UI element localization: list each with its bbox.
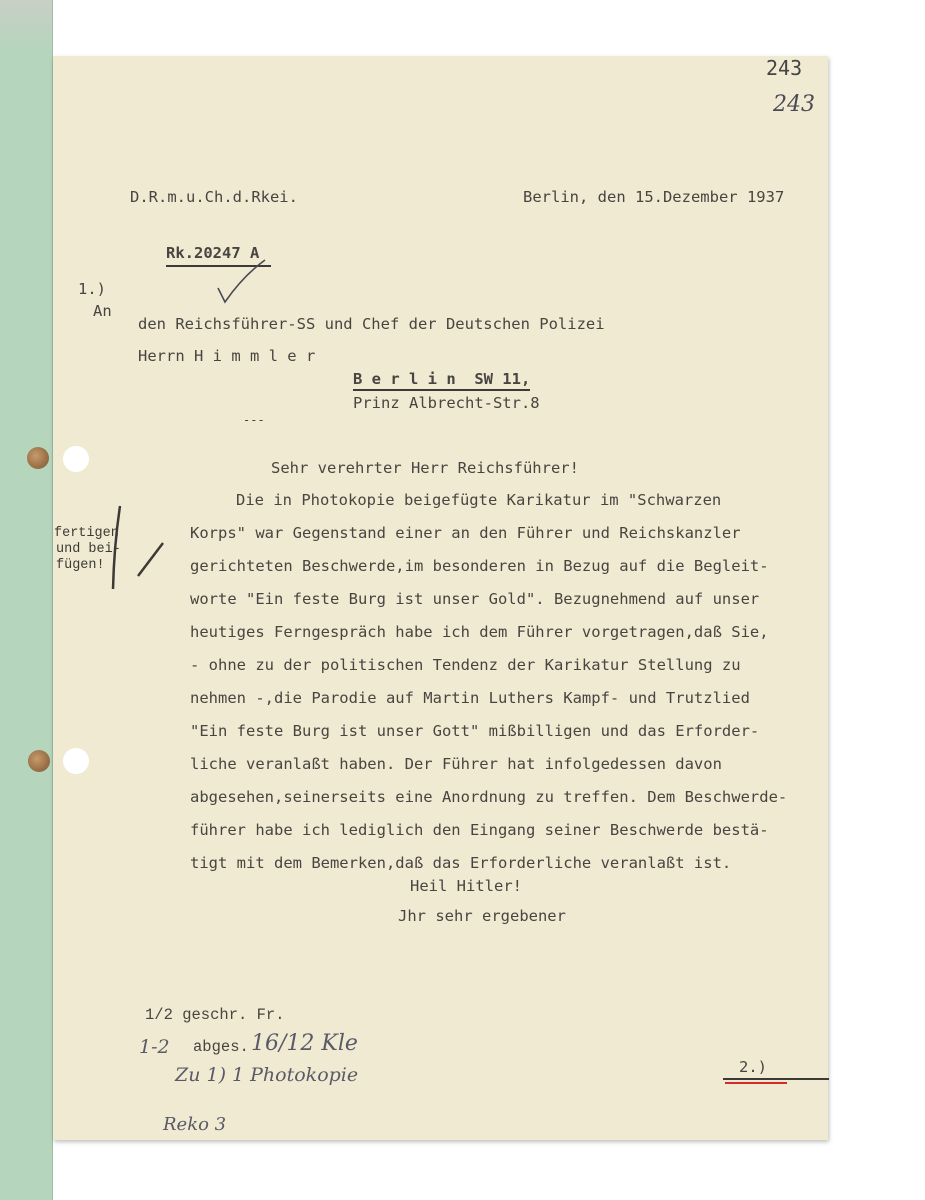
place-date: Berlin, den 15.Dezember 1937 — [523, 188, 785, 206]
address-mark: --- — [243, 413, 265, 427]
body-line-8: "Ein feste Burg ist unser Gott" mißbilligen und das Erforder- — [190, 722, 760, 740]
reko-hand: Reko 3 — [163, 1114, 227, 1135]
body-line-11: führer habe ich lediglich den Eingang seiner Beschwerde bestä- — [190, 821, 769, 839]
folio-handwritten: 243 — [773, 92, 815, 117]
body-line-6: - ohne zu der politischen Tendenz der Karikatur Stellung zu — [190, 656, 741, 674]
body-line-10: abgesehen,seinerseits eine Anordnung zu treffen. Dem Beschwerde- — [190, 788, 788, 806]
sender-abbreviation: D.R.m.u.Ch.d.Rkei. — [130, 188, 298, 206]
red-pencil-mark — [725, 1082, 787, 1084]
body-line-5: heutiges Ferngespräch habe ich dem Führer vorgetragen,daß Sie, — [190, 623, 769, 641]
item-number: 1.) — [78, 280, 106, 298]
check-mark-icon — [213, 256, 273, 306]
next-item-rule — [723, 1078, 829, 1080]
sent-date-hand: 16/12 Kle — [251, 1031, 358, 1056]
body-line-9: liche veranlaßt haben. Der Führer hat infolgedessen davon — [190, 755, 722, 773]
margin-slash-marks-icon — [108, 501, 178, 596]
folder-backing — [0, 0, 53, 1200]
sent-note: abges. — [193, 1038, 249, 1056]
copies-note: 1/2 geschr. Fr. — [145, 1006, 285, 1024]
body-line-7: nehmen -,die Parodie auf Martin Luthers Kampf- und Trutzlied — [190, 689, 750, 707]
address-to: An — [93, 302, 112, 320]
body-line-2: Korps" war Gegenstand einer an den Führer und Reichskanzler — [190, 524, 741, 542]
body-line-1: Die in Photokopie beigefügte Karikatur im "Schwarzen — [236, 491, 722, 509]
recipient-city: B e r l i n SW 11, — [353, 372, 530, 391]
margin-note-line-2: und bei- — [56, 542, 121, 557]
salutation: Sehr verehrter Herr Reichsführer! — [271, 459, 579, 477]
body-line-4: worte "Ein feste Burg ist unser Gold". Bezugnehmend auf unser — [190, 590, 760, 608]
closing-greeting: Heil Hitler! — [410, 877, 522, 895]
binder-ring-bottom — [28, 750, 50, 772]
body-line-12: tigt mit dem Bemerken,daß das Erforderliche veranlaßt ist. — [190, 854, 732, 872]
recipient-title: den Reichsführer-SS und Chef der Deutschen Polizei — [138, 315, 605, 333]
next-item-number: 2.) — [739, 1058, 767, 1076]
sent-prefix-hand: 1-2 — [139, 1036, 170, 1058]
recipient-name: Herrn H i m m l e r — [138, 347, 316, 365]
letter-page — [53, 56, 828, 1140]
folio-stamped: 243 — [766, 56, 803, 80]
recipient-street: Prinz Albrecht-Str.8 — [353, 394, 540, 412]
closing-signoff: Jhr sehr ergebener — [398, 907, 566, 925]
reference-number: Rk.20247 A — [166, 246, 271, 267]
margin-note-line-1: fertigen — [54, 526, 119, 541]
binder-hole-top — [63, 446, 89, 472]
binder-ring-top — [27, 447, 49, 469]
margin-note-line-3: fügen! — [56, 558, 105, 573]
body-line-3: gerichteten Beschwerde,im besonderen in Bezug auf die Begleit- — [190, 557, 769, 575]
enclosure-hand: Zu 1) 1 Photokopie — [175, 1064, 359, 1086]
binder-hole-bottom — [63, 748, 89, 774]
